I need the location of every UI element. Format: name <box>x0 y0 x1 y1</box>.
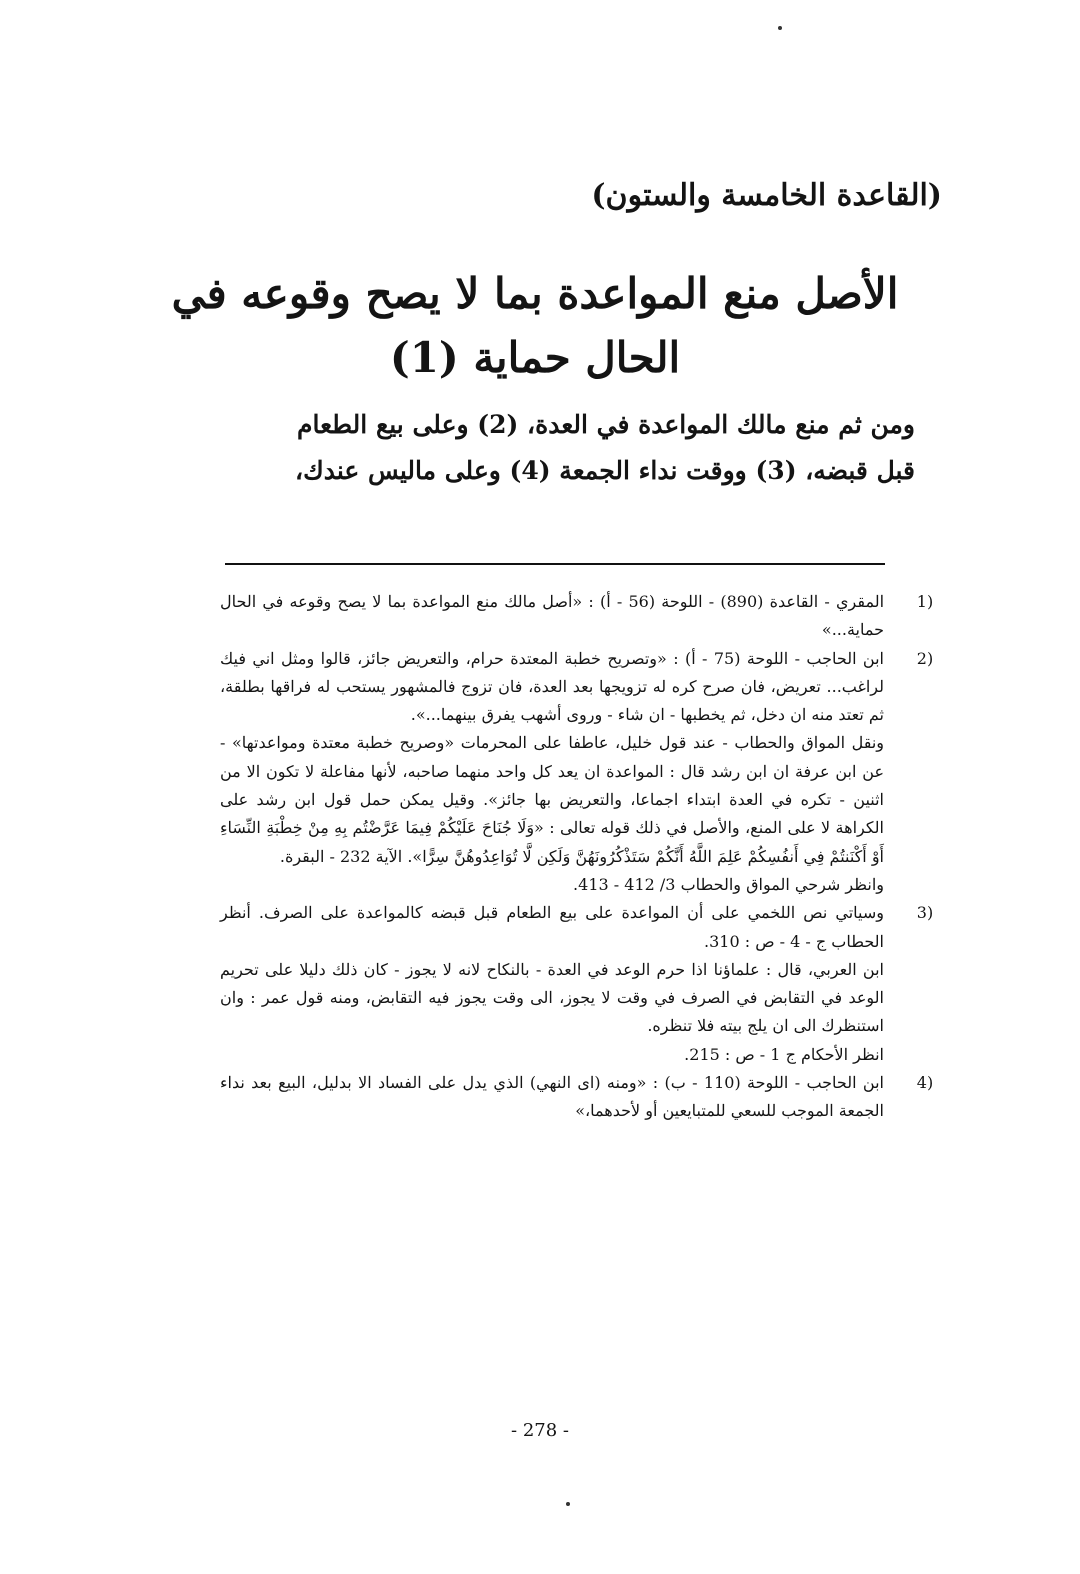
footnote-text: وانظر شرحي المواق والحطاب 3/ 412 - 413. <box>573 874 884 894</box>
page-title <box>170 262 900 390</box>
footnote-text: وسياتي نص اللخمي على أن المواعدة على بيع الطعام قبل قبضه كالمواعدة على الصرف. أنظر الحطاب ج - 4 - ص : 310. <box>220 903 884 951</box>
footnote-text: انظر الأحكام ج 1 - ص : 215. <box>684 1044 884 1064</box>
page-number: - 278 - <box>511 1420 569 1441</box>
scan-speck <box>566 1502 570 1506</box>
footnote-number: (2 <box>916 648 934 668</box>
scan-speck <box>778 26 782 30</box>
rule-number-heading: (القاعدة الخامسة والستون) <box>591 178 942 213</box>
footnotes <box>220 588 934 1126</box>
footnote-text: المقري - القاعدة (890) - اللوحة (56 - أ) : «أصل مالك منع المواعدة بما لا يصح وقوعه في الحال حماية...» <box>220 592 885 640</box>
footnote-text: ابن الحاجب - اللوحة (75 - أ) : «وتصريح خطبة المعتدة حرام، والتعريض جائز، قالوا ومثل اني فيك لراغب... تعريض، فان صرح كره له تزويجها بعد العدة، فان تزوج فالمشهور يستحب له فراقها بطلقة، ثم تعتد منه ان دخل، ثم يخطبها - ان شاء - وروى أشهب يفرق بينهما...». <box>220 648 885 725</box>
title-line-1: الأصل منع المواعدة بما لا يصح وقوعه في <box>171 269 899 318</box>
footnote-3 <box>220 899 934 1069</box>
footnote-2 <box>220 645 934 900</box>
footnote-number: (1 <box>916 592 934 611</box>
footnote-1 <box>220 588 934 645</box>
footnote-text: ونقل المواق والحطاب - عند قول خليل، عاطفا على المحرمات «وصريح خطبة معتدة ومواعدتها» - عن ابن عرفة ان ابن رشد قال : المواعدة ان يعد كل واحد منهما صاحبه، لأنها مفاعلة لا تكون الا من اثنين - تكره في العدة ابتداء اجماعا، والتعريض بها جائز». وقيل يمكن حمل قول ابن رشد على الكراهة لا على المنع، والأصل في ذلك قوله تعالى : «وَلَا جُنَاحَ عَلَيْكُمْ فِيمَا عَرَّضْتُم بِهِ مِنْ خِطْبَةِ النِّسَاءِ أَوْ أَكْنَنتُمْ فِي أَنفُسِكُمْ عَلِمَ اللَّهُ أَنَّكُمْ سَتَذْكُرُونَهُنَّ وَلَكِن لَّا تُوَاعِدُوهُنَّ سِرًّا». الآية 232 - البقرة. <box>220 733 884 866</box>
footnote-4 <box>220 1069 934 1126</box>
footnote-number: (4 <box>916 1073 934 1093</box>
intro-line-1: ومن ثم منع مالك المواعدة في العدة، (2) وعلى بيع الطعام <box>297 410 915 439</box>
footnote-number: (3 <box>916 903 934 923</box>
intro-paragraph <box>225 402 915 494</box>
title-line-2: الحال حماية (1) <box>389 333 681 382</box>
intro-line-2: قبل قبضه، (3) ووقت نداء الجمعة (4) وعلى ماليس عندك، <box>295 456 915 485</box>
footnote-text: ابن العربي، قال : علماؤنا اذا حرم الوعد في العدة - بالنكاح لانه لا يجوز - كان ذلك دليلا على تحريم الوعد في التقابض في الصرف في وقت لا يجوز، الى وقت يجوز فيه التقابض، ومنه قول عمر : وان استنظرك الى ان يلج بيته فلا تنظره. <box>220 959 884 1036</box>
footnote-divider <box>225 563 885 565</box>
footnote-text: ابن الحاجب - اللوحة (110 - ب) : «ومنه (اى النهي) الذي يدل على الفساد الا بدليل، البيع بعد نداء الجمعة الموجب للسعي للمتبايعين أو لأحدهما،» <box>220 1073 885 1121</box>
